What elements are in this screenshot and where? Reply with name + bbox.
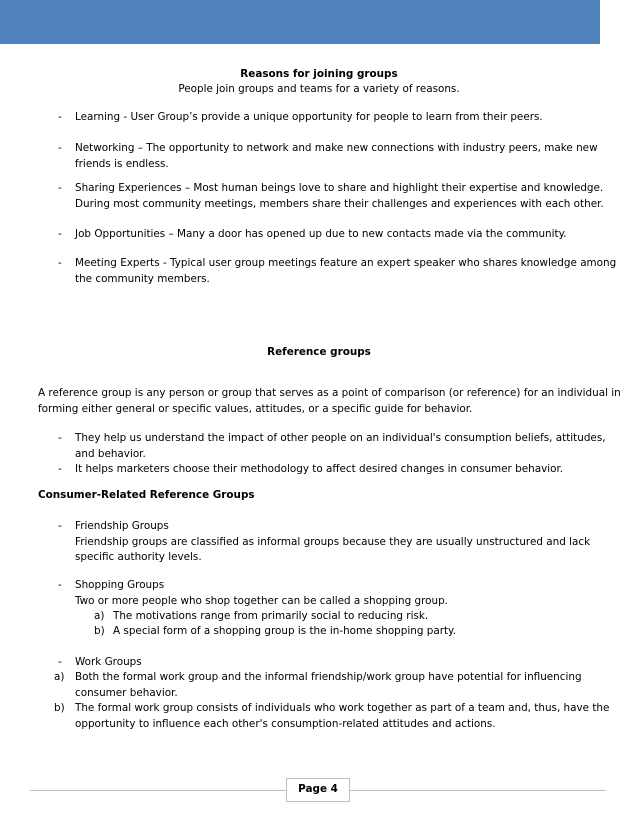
reason-line: Networking – The opportunity to network and make new connections with industry peers, make new (75, 142, 598, 154)
shopping-title: Shopping Groups (75, 579, 165, 591)
use-line: They help us understand the impact of other people on an individual's consumption beliefs, attitudes, (75, 432, 606, 444)
list-bullet: - (58, 656, 62, 668)
list-bullet: - (58, 463, 62, 475)
header-banner (0, 0, 600, 44)
sub-marker: a) (94, 610, 105, 622)
reason-line: the community members. (75, 272, 210, 285)
reason-jobs (75, 227, 567, 243)
intro-reasons: People join groups and teams for a variety of reasons. (178, 83, 460, 95)
footer-rule-right (350, 790, 606, 791)
shopping-line: Two or more people who shop together can be called a shopping group. (75, 594, 448, 607)
list-bullet: - (58, 228, 62, 240)
definition-line: A reference group is any person or group that serves as a point of comparison (or reference) for an individual in (38, 387, 621, 399)
reason-line: Job Opportunities – Many a door has opened up due to new contacts made via the community. (75, 228, 567, 240)
list-bullet: - (58, 579, 62, 591)
work-line: consumer behavior. (75, 686, 178, 699)
reason-line: Learning - User Group’s provide a unique opportunity for people to learn from their peers. (75, 111, 543, 123)
list-bullet: - (58, 111, 62, 123)
reason-experts (75, 256, 616, 287)
list-bullet: - (58, 257, 62, 269)
list-bullet: - (58, 142, 62, 154)
shopping-subitem: A special form of a shopping group is the in-home shopping party. (113, 625, 457, 637)
shopping-subitem: The motivations range from primarily social to reducing risk. (113, 610, 429, 622)
reason-sharing (75, 181, 604, 212)
reason-learning (75, 110, 543, 126)
footer-rule-left (30, 790, 286, 791)
reason-line: During most community meetings, members share their challenges and experiences with each other. (75, 197, 604, 210)
reason-networking (75, 141, 598, 172)
list-bullet: - (58, 432, 62, 444)
friendship-line: Friendship groups are classified as informal groups because they are usually unstructured and lack (75, 535, 591, 548)
heading-reference-groups: Reference groups (267, 346, 371, 358)
friendship-line: specific authority levels. (75, 551, 202, 563)
work-line: Both the formal work group and the informal friendship/work group have potential for influencing (75, 671, 582, 683)
sub-marker: b) (54, 702, 65, 714)
friendship-title: Friendship Groups (75, 520, 169, 532)
definition-paragraph (38, 386, 621, 417)
use-marketers (75, 462, 563, 478)
heading-consumer-groups: Consumer-Related Reference Groups (38, 489, 255, 501)
work-title: Work Groups (75, 656, 142, 668)
sub-marker: b) (94, 625, 105, 637)
shopping-groups (75, 578, 448, 609)
work-item (75, 670, 582, 701)
page-number: Page 4 (298, 783, 338, 795)
work-line: The formal work group consists of individuals who work together as part of a team and, thus, have the (75, 702, 610, 714)
reason-line: Sharing Experiences – Most human beings love to share and highlight their expertise and knowledge. (75, 182, 604, 194)
reason-line: Meeting Experts - Typical user group meetings feature an expert speaker who shares knowledge among (75, 257, 617, 269)
list-bullet: - (58, 182, 62, 194)
use-line: It helps marketers choose their methodology to affect desired changes in consumer behavior. (75, 463, 564, 475)
work-item (75, 701, 609, 732)
list-bullet: - (58, 520, 62, 532)
heading-reasons: Reasons for joining groups (240, 68, 398, 80)
definition-line: forming either general or specific values, attitudes, or a specific guide for behavior. (38, 402, 473, 415)
friendship-groups (75, 519, 590, 566)
work-line: opportunity to influence each other's consumption-related attitudes and actions. (75, 717, 496, 730)
use-line: and behavior. (75, 447, 146, 460)
reason-line: friends is endless. (75, 157, 169, 170)
sub-marker: a) (54, 671, 65, 683)
use-understand (75, 431, 606, 462)
